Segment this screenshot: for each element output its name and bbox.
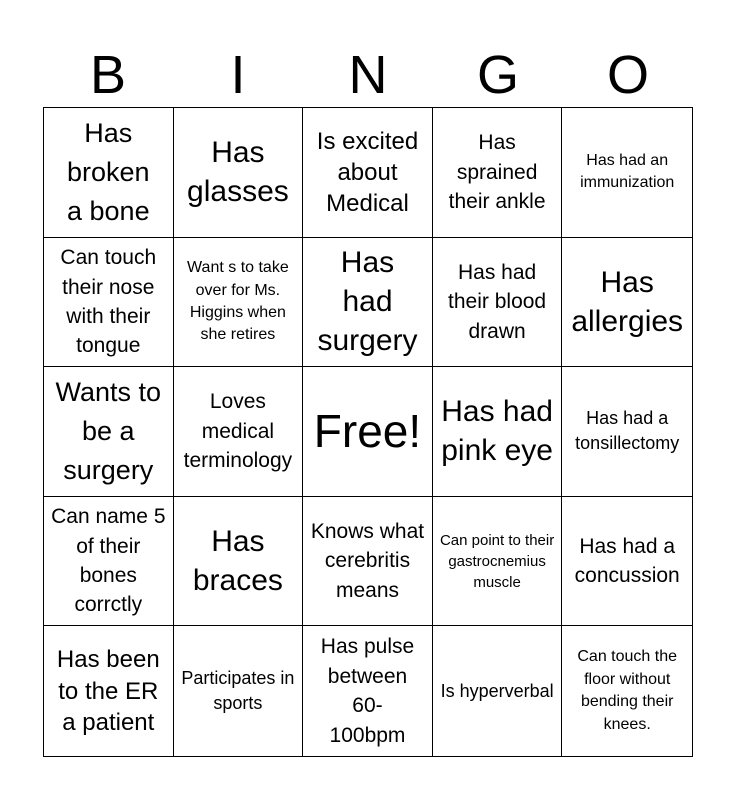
cell-text: Has allergies <box>571 265 684 338</box>
bingo-cell[interactable] <box>44 497 174 627</box>
bingo-cell[interactable] <box>562 367 692 497</box>
header-letter-b: B <box>89 45 127 105</box>
bingo-cell[interactable] <box>433 497 563 627</box>
cell-text: Has broken a bone <box>67 117 150 226</box>
cell-text: Has been to the ER a patient <box>56 646 160 736</box>
bingo-cell[interactable] <box>44 238 174 368</box>
bingo-board <box>43 107 693 757</box>
cell-text: Has braces <box>192 525 283 598</box>
bingo-cell[interactable] <box>174 238 304 368</box>
bingo-cell[interactable] <box>44 108 174 238</box>
bingo-cell[interactable] <box>562 497 692 627</box>
bingo-cell[interactable] <box>303 497 433 627</box>
cell-text: Can point to their gastrocnemius muscle <box>439 531 555 591</box>
cell-text: Wants to be a surgery <box>55 376 162 486</box>
cell-text: Is hyperverbal <box>440 680 554 701</box>
bingo-cell[interactable] <box>562 108 692 238</box>
cell-text: Has pulse between 60-100bpm <box>320 635 415 747</box>
cell-text: Loves medical terminology <box>183 390 293 473</box>
cell-text: Participates in sports <box>181 668 295 714</box>
bingo-cell[interactable] <box>433 367 563 497</box>
bingo-free-cell[interactable] <box>303 367 433 497</box>
bingo-cell[interactable] <box>44 626 174 756</box>
cell-text: Want s to take over for Ms. Higgins when she retires <box>187 259 289 344</box>
cell-text: Has had their blood drawn <box>448 260 547 343</box>
cell-text: Has had a tonsillectomy <box>575 408 680 454</box>
bingo-cell[interactable] <box>303 626 433 756</box>
bingo-cell[interactable] <box>174 367 304 497</box>
bingo-cell[interactable] <box>433 108 563 238</box>
free-space-text: Free! <box>313 405 422 458</box>
cell-text: Knows what cerebritis means <box>310 520 425 602</box>
bingo-cell[interactable] <box>174 497 304 627</box>
cell-text: Can touch their nose with their tongue <box>60 246 157 358</box>
cell-text: Is excited about Medical <box>316 127 419 217</box>
cell-text: Can touch the floor without bending their knees. <box>577 648 677 733</box>
bingo-cell[interactable] <box>174 626 304 756</box>
bingo-cell[interactable] <box>44 367 174 497</box>
cell-text: Has glasses <box>187 136 289 209</box>
cell-text: Has had surgery <box>317 246 418 358</box>
bingo-cell[interactable] <box>174 108 304 238</box>
bingo-cell[interactable] <box>562 238 692 368</box>
header-letter-i: I <box>230 45 246 105</box>
bingo-cell[interactable] <box>562 626 692 756</box>
bingo-cell[interactable] <box>303 238 433 368</box>
cell-text: Has had a concussion <box>574 534 680 588</box>
header-letter-g: G <box>476 45 519 105</box>
cell-text: Has had an immunization <box>580 151 675 192</box>
bingo-cell[interactable] <box>433 238 563 368</box>
bingo-cell[interactable] <box>433 626 563 756</box>
cell-text: Has sprained their ankle <box>448 131 546 213</box>
header-letter-o: O <box>606 45 649 105</box>
cell-text: Can name 5 of their bones corrctly <box>51 505 166 617</box>
cell-text: Has had pink eye <box>441 395 553 468</box>
bingo-header <box>43 44 693 106</box>
header-letter-n: N <box>348 45 388 105</box>
bingo-cell[interactable] <box>303 108 433 238</box>
